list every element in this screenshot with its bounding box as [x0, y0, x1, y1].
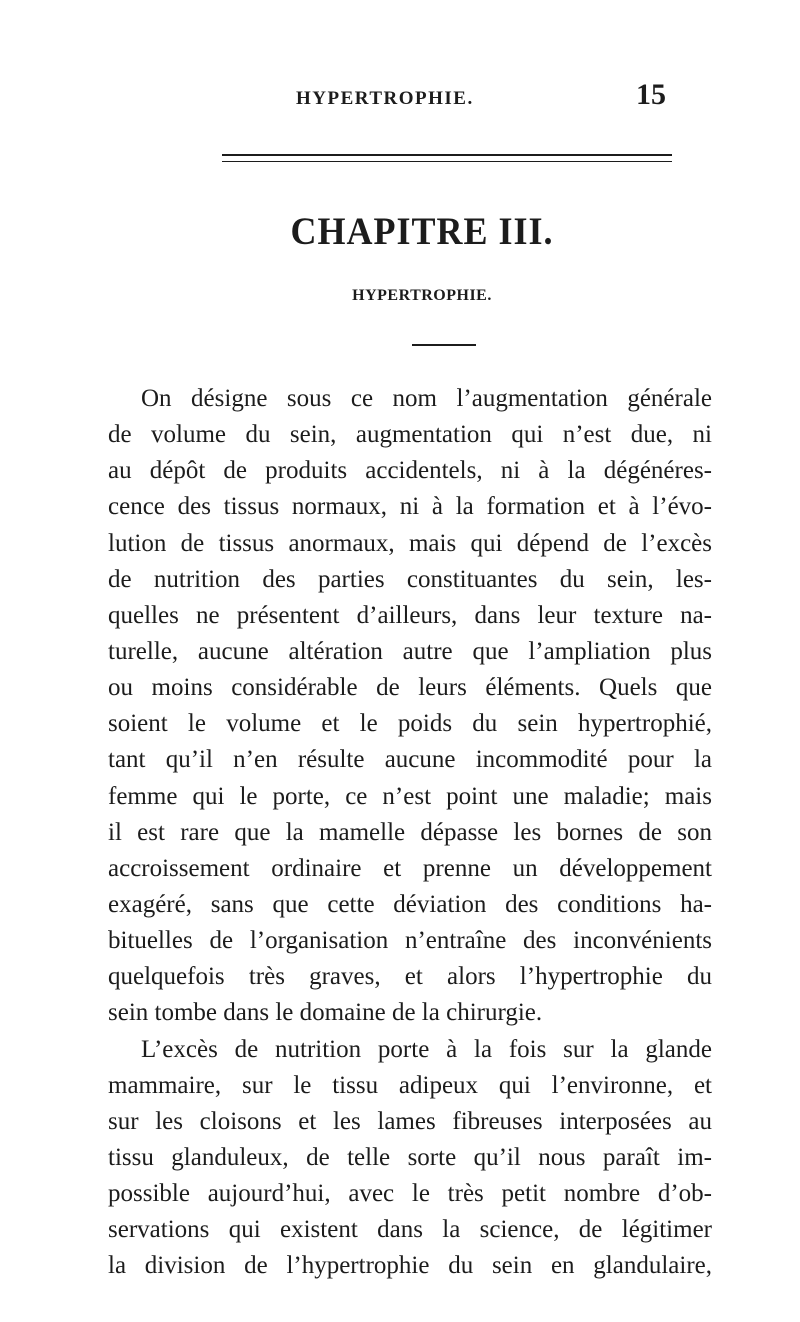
text-line: la division de l’hypertrophie du sein en glandulaire,: [108, 1252, 712, 1280]
text-line: de volume du sein, augmentation qui n’est due, ni: [108, 421, 712, 449]
section-divider-rule: [412, 344, 476, 346]
body-text: [108, 381, 712, 1285]
header-double-rule: [222, 154, 672, 162]
text-line: mammaire, sur le tissu adipeux qui l’environne, et: [108, 1071, 712, 1099]
running-title: HYPERTROPHIE.: [296, 88, 474, 109]
text-line: de nutrition des parties constituantes du sein, les-: [108, 565, 712, 593]
text-line: turelle, aucune altération autre que l’ampliation plus: [108, 637, 712, 665]
text-line: femme qui le porte, ce n’est point une maladie; mais: [108, 782, 712, 810]
text-line: ou moins considérable de leurs éléments. Quels que: [108, 674, 712, 702]
text-line: L’excès de nutrition porte à la fois sur la glande: [141, 1035, 712, 1063]
text-line: soient le volume et le poids du sein hypertrophié,: [108, 710, 712, 738]
text-line: cence des tissus normaux, ni à la formation et à l’évo-: [108, 493, 712, 521]
text-line: exagéré, sans que cette déviation des conditions ha-: [108, 890, 712, 918]
text-line: il est rare que la mamelle dépasse les bornes de son: [108, 818, 712, 846]
text-line: sur les cloisons et les lames fibreuses interposées au: [108, 1107, 712, 1135]
page-number: 15: [636, 78, 666, 111]
text-line: lution de tissus anormaux, mais qui dépend de l’excès: [108, 529, 712, 557]
text-line: sein tombe dans le domaine de la chirurgie.: [108, 999, 543, 1027]
text-line: quelles ne présentent d’ailleurs, dans leur texture na-: [108, 601, 712, 629]
chapter-subtitle: HYPERTROPHIE.: [352, 287, 492, 304]
chapter-title: CHAPITRE III.: [290, 209, 554, 253]
text-line: servations qui existent dans la science, de légitimer: [108, 1216, 712, 1244]
text-line: quelquefois très graves, et alors l’hypertrophie du: [108, 963, 712, 991]
text-line: tant qu’il n’en résulte aucune incommodité pour la: [108, 746, 712, 774]
text-line: On désigne sous ce nom l’augmentation générale: [141, 385, 712, 412]
running-head: [0, 78, 800, 118]
text-line: au dépôt de produits accidentels, ni à la dégénéres-: [108, 457, 712, 485]
text-line: accroissement ordinaire et prenne un développement: [108, 854, 712, 882]
text-line: tissu glanduleux, de telle sorte qu’il nous paraît im-: [108, 1143, 712, 1171]
text-line: possible aujourd’hui, avec le très petit nombre d’ob-: [108, 1180, 712, 1208]
text-line: bituelles de l’organisation n’entraîne des inconvénients: [108, 927, 712, 955]
